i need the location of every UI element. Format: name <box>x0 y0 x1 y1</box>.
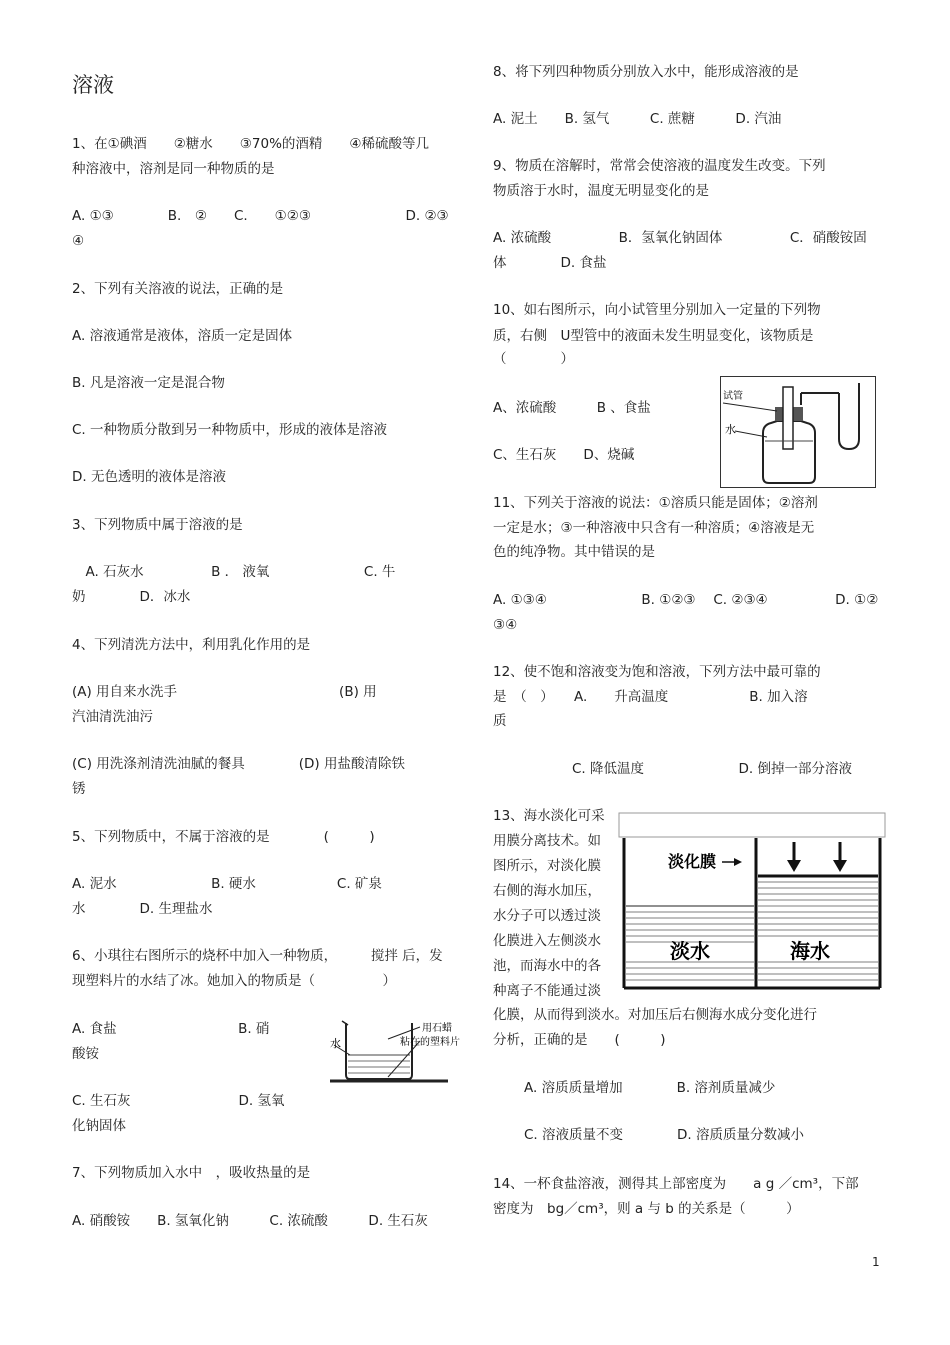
q4-stem: 4、下列清洗方法中，利用乳化作用的是 <box>72 637 311 653</box>
q2-option: C. 一种物质分散到另一种物质中，形成的液体是溶液 <box>72 422 388 438</box>
tube-water-label: 水 <box>725 423 736 436</box>
q5-stem: 5、下列物质中，不属于溶液的是 ( ) <box>72 829 375 845</box>
q13-stem: 化膜进入左侧淡水 <box>493 933 601 949</box>
q3-stem: 3、下列物质中属于溶液的是 <box>72 517 243 533</box>
q13-stem: 图所示，对淡化膜 <box>493 858 601 874</box>
q5-options: A. 泥水 B. 硬水 C. 矿泉 <box>72 876 382 892</box>
q6-options: 酸铵 <box>72 1046 99 1062</box>
q1-line: 种溶液中，溶剂是同一种物质的是 <box>72 161 275 177</box>
u-tube-diagram <box>721 377 875 487</box>
tube-label: 试管 <box>723 391 743 402</box>
q4-options: (C) 用洗涤剂清洗油腻的餐具 (D) 用盐酸清除铁 <box>72 756 405 772</box>
membrane-pointer-arrow <box>722 858 742 866</box>
q1-options: ④ <box>72 233 85 249</box>
q2-option: B. 凡是溶液一定是混合物 <box>72 375 225 391</box>
q4-options: 汽油清洗油污 <box>72 709 153 725</box>
q9-stem: 9、物质在溶解时，常常会使溶液的温度发生改变。下列 <box>493 158 826 174</box>
q11-stem: 11、下列关于溶液的说法：①溶质只能是固体；②溶剂 <box>493 495 818 511</box>
pressure-arrow-left <box>787 842 801 872</box>
membrane-label: 淡化膜 <box>668 852 717 871</box>
beaker-figure <box>328 1015 474 1089</box>
sea-water-label: 海水 <box>790 939 830 963</box>
q12-options: 是 （ ） A. 升高温度 B. 加入溶 <box>493 689 808 705</box>
q9-options: 体 D. 食盐 <box>493 255 607 271</box>
q6-stem: 现塑料片的水结了冰。她加入的物质是（ ） <box>72 973 396 989</box>
beaker-diagram <box>328 1015 474 1089</box>
q4-options: (A) 用自来水洗手 (B) 用 <box>72 684 377 700</box>
q2-option: A. 溶液通常是液体，溶质一定是固体 <box>72 328 293 344</box>
q11-stem: 一定是水；③一种溶液中只含有一种溶质；④溶液是无 <box>493 520 815 536</box>
q11-stem: 色的纯净物。其中错误的是 <box>493 544 655 560</box>
q4-options: 锈 <box>72 781 86 797</box>
q1-options: A. ①③ B. ② C. ①②③ D. ②③ <box>72 208 449 224</box>
q11-options: ③④ <box>493 617 518 633</box>
q2-option: D. 无色透明的液体是溶液 <box>72 469 226 485</box>
q7-options: A. 硝酸铵 B. 氢氧化钠 C. 浓硫酸 D. 生石灰 <box>72 1213 428 1229</box>
q13-stem: 化膜，从而得到淡水。对加压后右侧海水成分变化进行 <box>493 1007 817 1023</box>
q8-stem: 8、将下列四种物质分别放入水中，能形成溶液的是 <box>493 64 799 80</box>
u-tube-figure <box>720 376 876 488</box>
page-title: 溶液 <box>72 73 114 97</box>
q13-options: A. 溶质质量增加 B. 溶剂质量减少 <box>524 1080 776 1096</box>
q9-options: A. 浓硫酸 B．氢氧化钠固体 C．硝酸铵固 <box>493 230 867 246</box>
q13-options: C. 溶液质量不变 D. 溶质质量分数减小 <box>524 1127 804 1143</box>
q13-stem: 水分子可以透过淡 <box>493 908 601 924</box>
q3-options: A. 石灰水 B ． 液氧 C. 牛 <box>72 564 396 580</box>
q11-options: A. ①③④ B. ①②③ C. ②③④ D. ①② <box>493 592 879 608</box>
q12-stem: 12、使不饱和溶液变为饱和溶液，下列方法中最可靠的 <box>493 664 821 680</box>
q10-stem: 10、如右图所示，向小试管里分别加入一定量的下列物 <box>493 302 821 318</box>
q7-stem: 7、下列物质加入水中 ，吸收热量的是 <box>72 1165 311 1181</box>
fresh-water-label: 淡水 <box>670 939 710 963</box>
q6-options: C. 生石灰 D. 氢氧 <box>72 1093 285 1109</box>
beaker-plastic-label: 粘在的塑料片 <box>400 1037 460 1048</box>
q6-stem: 6、小琪往右图所示的烧杯中加入一种物质， 搅拌 后，发 <box>72 948 443 964</box>
q10-options: C、生石灰 D、烧碱 <box>493 447 635 463</box>
q13-stem: 13、海水淡化可采 <box>493 808 605 824</box>
beaker-glue-label: 用石蜡 <box>422 1023 452 1034</box>
q3-options: 奶 D．冰水 <box>72 589 191 605</box>
pressure-arrow-right <box>833 842 847 872</box>
q1-line: 1、在①碘酒 ②糖水 ③70%的酒精 ④稀硫酸等几 <box>72 136 430 152</box>
q10-stem: （ ） <box>493 351 574 367</box>
q8-options: A. 泥土 B. 氢气 C. 蔗糖 D. 汽油 <box>493 111 782 127</box>
q13-stem: 右侧的海水加压， <box>493 883 601 899</box>
page-number: 1 <box>872 1255 880 1269</box>
membrane-diagram <box>618 812 886 992</box>
q14-stem: 14、一杯食盐溶液，测得其上部密度为 a g ／cm³，下部 <box>493 1176 859 1192</box>
q13-stem: 用膜分离技术。如 <box>493 833 601 849</box>
q10-stem: 质，右侧 U型管中的液面未发生明显变化，该物质是 <box>493 328 814 344</box>
q9-stem: 物质溶于水时，温度无明显变化的是 <box>493 183 709 199</box>
beaker-water-label: 水 <box>330 1037 341 1050</box>
q6-options: 化钠固体 <box>72 1118 126 1134</box>
q13-stem: 分析，正确的是 ( ) <box>493 1032 666 1048</box>
q5-options: 水 D. 生理盐水 <box>72 901 213 917</box>
q14-stem: 密度为 bg／cm³，则 a 与 b 的关系是（ ） <box>493 1201 800 1217</box>
q10-options: A、浓硫酸 B 、食盐 <box>493 400 651 416</box>
q12-options: C. 降低温度 D. 倒掉一部分溶液 <box>572 761 852 777</box>
q13-stem: 池，而海水中的各 <box>493 958 601 974</box>
membrane-figure <box>618 812 886 992</box>
q6-options: A. 食盐 B. 硝 <box>72 1021 270 1037</box>
q12-options: 质 <box>493 713 507 729</box>
q2-stem: 2、下列有关溶液的说法，正确的是 <box>72 281 284 297</box>
q13-stem: 种离子不能通过淡 <box>493 983 601 999</box>
